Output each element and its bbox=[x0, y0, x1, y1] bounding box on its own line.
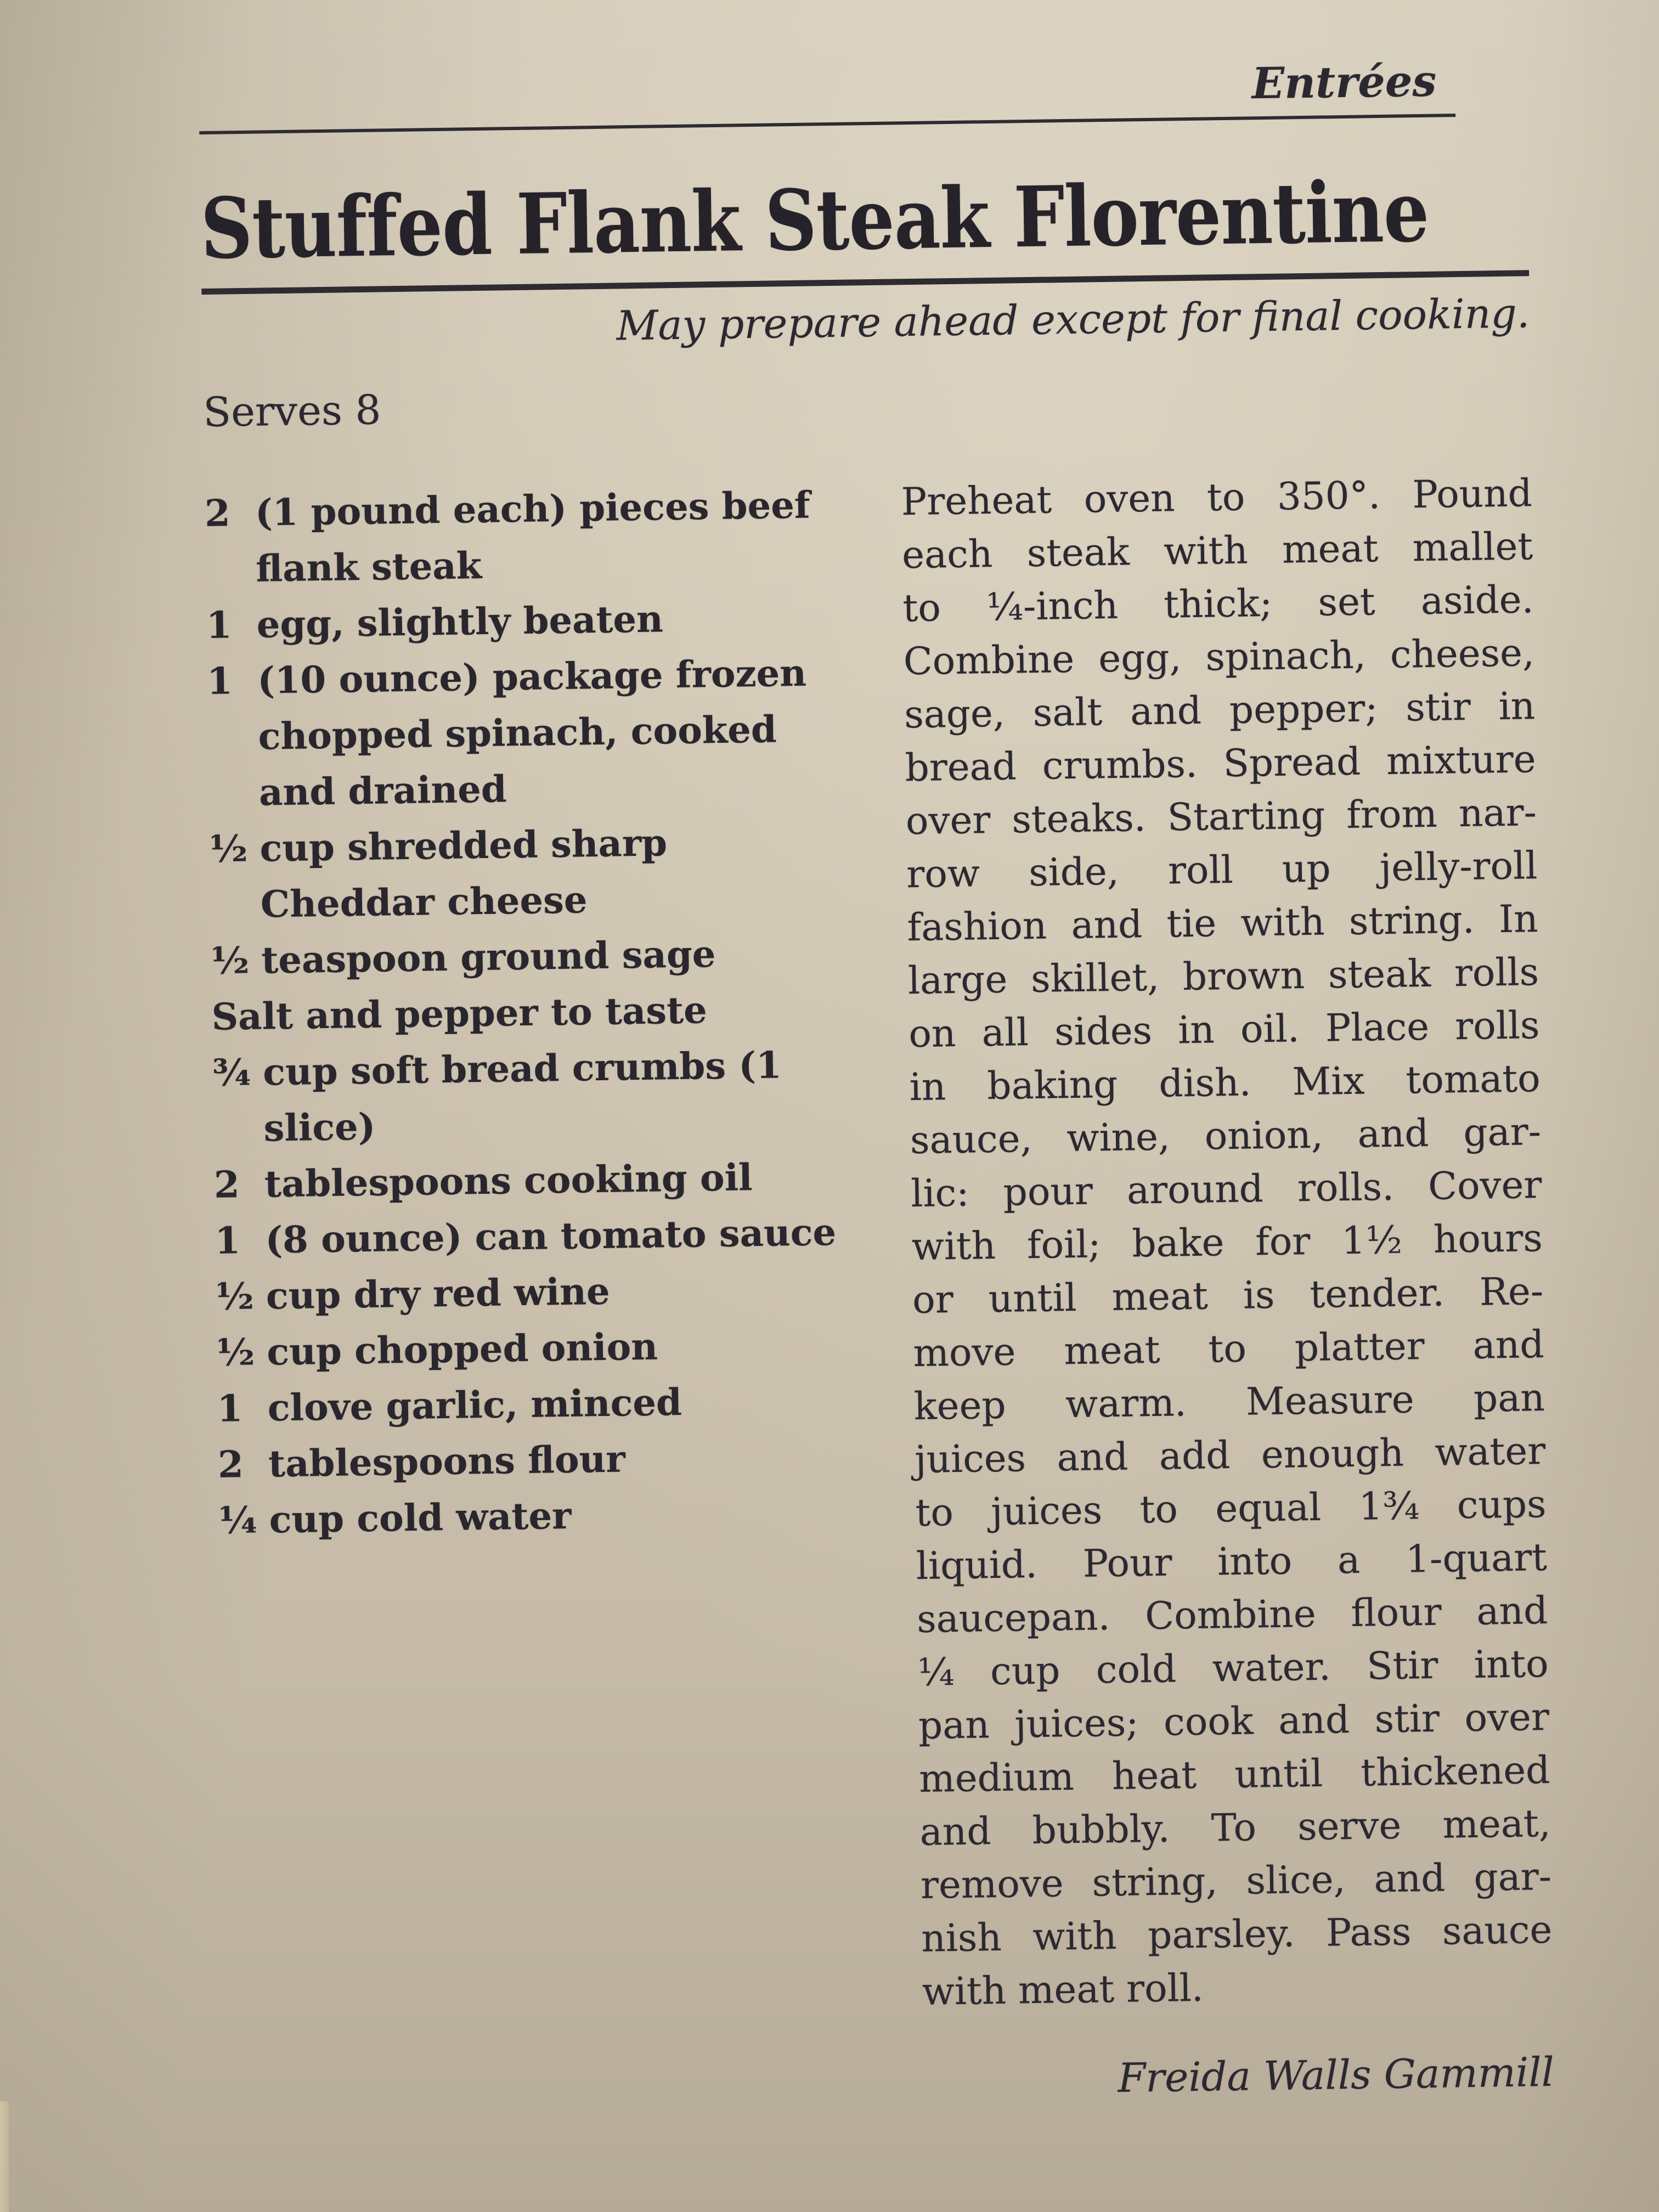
recipe-columns bbox=[204, 467, 1553, 2029]
instruction-line: row side, roll up jelly-roll bbox=[906, 844, 1538, 897]
attribution: Freida Walls Gammill bbox=[1117, 2049, 1555, 2102]
ingredient-line-continuation bbox=[213, 1092, 842, 1157]
recipe-page bbox=[198, 0, 1554, 2115]
column-gap bbox=[832, 476, 901, 477]
ingredient-qty: ¼ bbox=[218, 1498, 258, 1542]
ingredient-text: tablespoons flour bbox=[268, 1437, 626, 1486]
instruction-line: juices and add enough water bbox=[914, 1429, 1546, 1482]
ingredient-qty: ½ bbox=[216, 1330, 255, 1374]
ingredient-qty: 1 bbox=[217, 1386, 243, 1430]
ingredient-qty: 1 bbox=[214, 1218, 241, 1262]
instruction-line: with meat roll. bbox=[922, 1966, 1204, 2014]
instruction-line: lic: pour around rolls. Cover bbox=[910, 1163, 1542, 1216]
prep-note: May prepare ahead except for final cooking. bbox=[616, 290, 1530, 350]
instruction-line: on all sides in oil. Place rolls bbox=[908, 1003, 1540, 1057]
instruction-line: Combine egg, spinach, cheese, bbox=[903, 631, 1535, 684]
ingredient-text: cup chopped onion bbox=[266, 1324, 658, 1374]
ingredient-line-continuation bbox=[205, 533, 834, 597]
ingredient-line bbox=[215, 1204, 843, 1269]
instruction-line: saucepan. Combine flour and bbox=[916, 1589, 1548, 1642]
instruction-line: fashion and tie with string. In bbox=[907, 897, 1539, 950]
ingredient-text: (1 pound each) pieces beef bbox=[255, 483, 811, 534]
ingredient-line bbox=[209, 812, 838, 877]
ingredient-text: (10 ounce) package frozen bbox=[257, 651, 807, 702]
ingredient-line bbox=[211, 924, 839, 989]
instruction-line: to juices to equal 1¾ cups bbox=[915, 1482, 1547, 1536]
ingredient-line bbox=[218, 1484, 847, 1549]
instruction-line: keep warm. Measure pan bbox=[913, 1376, 1545, 1429]
ingredient-qty: 2 bbox=[204, 491, 231, 535]
ingredient-text: cup dry red wine bbox=[266, 1269, 611, 1318]
servings: Serves 8 bbox=[202, 386, 382, 437]
ingredient-line bbox=[218, 1428, 847, 1493]
ingredient-text: cup cold water bbox=[269, 1493, 572, 1542]
ingredient-line bbox=[212, 1036, 841, 1101]
instruction-line: sage, salt and pepper; stir in bbox=[904, 684, 1536, 737]
ingredient-line-continuation bbox=[210, 868, 838, 933]
ingredient-text: flank steak bbox=[255, 543, 482, 590]
ingredients-list bbox=[204, 477, 847, 1549]
ingredient-line bbox=[216, 1316, 845, 1381]
ingredient-text: Salt and pepper to taste bbox=[211, 988, 708, 1039]
title-block bbox=[200, 162, 1530, 295]
ingredient-text: and drained bbox=[258, 767, 507, 814]
ingredient-text: cup soft bread crumbs (1 bbox=[262, 1043, 782, 1094]
ingredient-qty: 1 bbox=[206, 659, 233, 703]
ingredient-line bbox=[215, 1260, 844, 1325]
ingredient-qty: 2 bbox=[217, 1442, 244, 1486]
ingredient-text: slice) bbox=[263, 1104, 376, 1150]
ingredient-line bbox=[213, 1148, 842, 1213]
instruction-line: over steaks. Starting from nar- bbox=[905, 791, 1537, 844]
instruction-line: each steak with meat mallet bbox=[901, 524, 1533, 578]
ingredient-qty: ½ bbox=[209, 826, 248, 871]
instruction-line: to ¼-inch thick; set aside. bbox=[902, 578, 1534, 631]
instruction-line: move meat to platter and bbox=[912, 1323, 1544, 1376]
instruction-line: bread crumbs. Spread mixture bbox=[905, 737, 1537, 791]
ingredient-text: cup shredded sharp bbox=[259, 821, 668, 870]
ingredient-line bbox=[211, 980, 840, 1045]
instruction-line: and bubbly. To serve meat, bbox=[919, 1801, 1551, 1855]
ingredient-text: clove garlic, minced bbox=[267, 1380, 682, 1430]
ingredient-qty: 2 bbox=[213, 1163, 240, 1206]
section-header: Entrées bbox=[1251, 56, 1437, 109]
instruction-line: or until meat is tender. Re- bbox=[912, 1269, 1544, 1323]
ingredient-text: (8 ounce) can tomato sauce bbox=[264, 1210, 837, 1262]
instruction-line: pan juices; cook and stir over bbox=[918, 1695, 1550, 1748]
page-title: Stuffed Flank Steak Florentine bbox=[200, 162, 1430, 278]
instructions-paragraph bbox=[901, 467, 1553, 2019]
ingredient-line bbox=[206, 589, 834, 653]
page-edge-sliver bbox=[0, 2101, 9, 2212]
instruction-line: in baking dish. Mix tomato bbox=[909, 1057, 1541, 1110]
ingredient-qty: ½ bbox=[210, 938, 250, 983]
ingredient-text: chopped spinach, cooked bbox=[258, 707, 777, 758]
instruction-line: medium heat until thickened bbox=[918, 1748, 1550, 1802]
instruction-line: liquid. Pour into a 1-quart bbox=[916, 1536, 1548, 1589]
ingredient-line bbox=[207, 645, 836, 709]
instruction-line: sauce, wine, onion, and gar- bbox=[910, 1110, 1542, 1163]
ingredient-line bbox=[204, 477, 833, 541]
instruction-line: with foil; bake for 1½ hours bbox=[911, 1216, 1543, 1269]
section-header-row bbox=[199, 58, 1455, 134]
instruction-line: Preheat oven to 350°. Pound bbox=[901, 471, 1533, 524]
instruction-line: nish with parsley. Pass sauce bbox=[921, 1908, 1553, 1961]
ingredient-line bbox=[217, 1372, 845, 1437]
ingredient-line-continuation bbox=[207, 701, 836, 765]
ingredient-text: Cheddar cheese bbox=[260, 878, 588, 926]
ingredient-text: teaspoon ground sage bbox=[261, 932, 716, 982]
ingredient-text: egg, slightly beaten bbox=[256, 597, 664, 646]
ingredient-qty: ½ bbox=[215, 1274, 255, 1318]
ingredient-qty: ¾ bbox=[212, 1050, 251, 1094]
ingredient-line-continuation bbox=[208, 757, 837, 821]
ingredient-text: tablespoons cooking oil bbox=[264, 1155, 753, 1206]
ingredient-qty: 1 bbox=[206, 603, 233, 647]
instruction-line: remove string, slice, and gar- bbox=[920, 1854, 1552, 1908]
instruction-line: ¼ cup cold water. Stir into bbox=[917, 1641, 1549, 1695]
instruction-line: large skillet, brown steak rolls bbox=[907, 950, 1539, 1003]
